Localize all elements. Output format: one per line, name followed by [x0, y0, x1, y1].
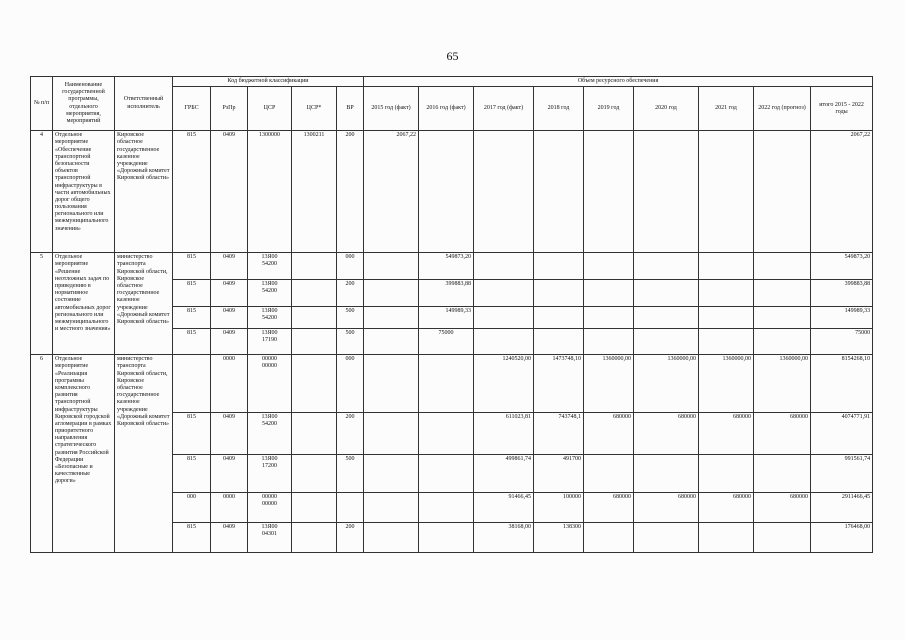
cell-2018	[534, 253, 584, 280]
cell-2018: 138300	[534, 523, 584, 553]
cell-2020	[634, 455, 699, 493]
cell-2020: 680000	[634, 493, 699, 523]
cell-2021: 1360000,00	[699, 355, 754, 413]
entry-name: Отдельное мероприятие «Решение неотложных задач по приведению в нормативное состояние автомобильных дорог регионального или межмуниципального и местного значения»	[53, 253, 115, 355]
cell-rzpr: 0409	[211, 413, 248, 455]
cell-total: 4074771,91	[811, 413, 873, 455]
cell-vr: 500	[337, 455, 364, 493]
cell-csr2	[292, 355, 337, 413]
cell-2017: 91466,45	[474, 493, 534, 523]
cell-total: 991561,74	[811, 455, 873, 493]
cell-2020	[634, 523, 699, 553]
cell-2016: 549873,20	[419, 253, 474, 280]
cell-2017	[474, 307, 534, 329]
cell-grbs: 815	[173, 307, 211, 329]
cell-grbs: 815	[173, 280, 211, 307]
cell-rzpr: 0409	[211, 131, 248, 253]
cell-vr: 500	[337, 329, 364, 355]
cell-2016	[419, 355, 474, 413]
cell-csr2	[292, 455, 337, 493]
cell-vr	[337, 493, 364, 523]
cell-rzpr: 0409	[211, 280, 248, 307]
cell-csr2	[292, 493, 337, 523]
cell-csr2	[292, 523, 337, 553]
cell-vr: 500	[337, 307, 364, 329]
header-name: Наименование государственной программы, отдельного мероприятия, мероприятий	[53, 77, 115, 131]
cell-2022: 1360000,00	[754, 355, 811, 413]
header-csr2: ЦСР*	[292, 87, 337, 131]
cell-2018: 743748,1	[534, 413, 584, 455]
cell-grbs: 815	[173, 455, 211, 493]
cell-2019	[584, 329, 634, 355]
cell-2017	[474, 131, 534, 253]
cell-2022	[754, 253, 811, 280]
cell-2017: 499861,74	[474, 455, 534, 493]
cell-2021: 680000	[699, 493, 754, 523]
cell-2021	[699, 131, 754, 253]
cell-2017: 38168,00	[474, 523, 534, 553]
cell-grbs: 815	[173, 253, 211, 280]
header-2015: 2015 год (факт)	[364, 87, 419, 131]
cell-csr2	[292, 280, 337, 307]
cell-total: 149989,33	[811, 307, 873, 329]
cell-2015	[364, 493, 419, 523]
cell-2015	[364, 280, 419, 307]
cell-2015	[364, 523, 419, 553]
entry-executor: министерство транспорта Кировской области, Кировское областное государственное казенное учреждение «Дорожный комитет Кировской области»	[115, 253, 173, 355]
cell-2017	[474, 329, 534, 355]
cell-total: 75000	[811, 329, 873, 355]
cell-2018	[534, 307, 584, 329]
entry-executor: Кировское областное государственное казенное учреждение «Дорожный комитет Кировской области»	[115, 131, 173, 253]
cell-2016	[419, 413, 474, 455]
cell-rzpr: 0409	[211, 307, 248, 329]
cell-vr: 200	[337, 280, 364, 307]
cell-total: 176468,00	[811, 523, 873, 553]
cell-rzpr: 0409	[211, 329, 248, 355]
entry-name: Отдельное мероприятие «Обеспечение транспортной безопасности объектов транспортной инфраструктуры в части автомобильных дорог общего пользования регионального или межмуниципального значения»	[53, 131, 115, 253]
table-row	[31, 355, 873, 413]
cell-2018: 491700	[534, 455, 584, 493]
cell-2016: 399883,88	[419, 280, 474, 307]
cell-2022	[754, 329, 811, 355]
cell-csr2	[292, 329, 337, 355]
cell-grbs: 815	[173, 413, 211, 455]
cell-2020	[634, 329, 699, 355]
cell-2015	[364, 253, 419, 280]
cell-grbs: 815	[173, 329, 211, 355]
resource-table	[30, 76, 873, 553]
cell-2018: 100000	[534, 493, 584, 523]
cell-2016	[419, 131, 474, 253]
cell-csr: 13Я00 54200	[248, 413, 292, 455]
cell-2019	[584, 280, 634, 307]
header-total: итого 2015 - 2022 годы	[811, 87, 873, 131]
cell-2021	[699, 280, 754, 307]
cell-2018	[534, 280, 584, 307]
cell-total: 399883,88	[811, 280, 873, 307]
cell-2019	[584, 455, 634, 493]
cell-rzpr: 0409	[211, 253, 248, 280]
header-grbs: ГРБС	[173, 87, 211, 131]
cell-grbs: 815	[173, 131, 211, 253]
cell-2022	[754, 307, 811, 329]
cell-2015	[364, 307, 419, 329]
header-executor: Ответственный исполнитель	[115, 77, 173, 131]
cell-2021	[699, 253, 754, 280]
cell-2017: 611023,81	[474, 413, 534, 455]
table-row	[31, 253, 873, 280]
cell-2019: 680000	[584, 413, 634, 455]
cell-2017	[474, 280, 534, 307]
cell-2021	[699, 329, 754, 355]
header-num: № п/п	[31, 77, 53, 131]
cell-vr: 200	[337, 131, 364, 253]
header-vr: ВР	[337, 87, 364, 131]
cell-csr2	[292, 413, 337, 455]
cell-2018: 1473748,10	[534, 355, 584, 413]
cell-csr: 13Я00 17200	[248, 455, 292, 493]
cell-rzpr: 0000	[211, 355, 248, 413]
cell-csr: 00000 00000	[248, 493, 292, 523]
cell-csr: 13Я00 54200	[248, 253, 292, 280]
entry-num: 4	[31, 131, 53, 253]
cell-total: 2067,22	[811, 131, 873, 253]
cell-csr: 1300000	[248, 131, 292, 253]
cell-total: 549873,20	[811, 253, 873, 280]
cell-2018	[534, 329, 584, 355]
cell-rzpr: 0409	[211, 455, 248, 493]
cell-2020: 1360000,00	[634, 355, 699, 413]
entry-executor: министерство транспорта Кировской области, Кировское областное государственное казенное учреждение «Дорожный комитет Кировской области»	[115, 355, 173, 553]
cell-csr: 13Я00 54200	[248, 307, 292, 329]
header-budget-code: Код бюджетной классификации	[173, 77, 364, 87]
cell-csr: 00000 00000	[248, 355, 292, 413]
header-resources: Объем ресурсного обеспечения	[364, 77, 873, 87]
cell-grbs	[173, 355, 211, 413]
page-number: 65	[446, 49, 459, 63]
cell-csr2	[292, 307, 337, 329]
cell-csr: 13Я00 54200	[248, 280, 292, 307]
cell-2018	[534, 131, 584, 253]
cell-2017: 1240520,00	[474, 355, 534, 413]
cell-2019	[584, 253, 634, 280]
cell-2020	[634, 307, 699, 329]
header-2016: 2016 год (факт)	[419, 87, 474, 131]
cell-2021	[699, 455, 754, 493]
cell-2019	[584, 307, 634, 329]
cell-2015	[364, 455, 419, 493]
entry-num: 6	[31, 355, 53, 553]
cell-2022	[754, 280, 811, 307]
table-row	[31, 131, 873, 253]
cell-2015	[364, 355, 419, 413]
cell-2020: 680000	[634, 413, 699, 455]
cell-csr: 13Я00 17190	[248, 329, 292, 355]
cell-rzpr: 0409	[211, 523, 248, 553]
cell-2022	[754, 455, 811, 493]
cell-2016: 149989,33	[419, 307, 474, 329]
cell-2021	[699, 523, 754, 553]
header-csr: ЦСР	[248, 87, 292, 131]
cell-2020	[634, 131, 699, 253]
cell-2017	[474, 253, 534, 280]
cell-csr: 13Я00 04301	[248, 523, 292, 553]
cell-2019	[584, 523, 634, 553]
entry-num: 5	[31, 253, 53, 355]
header-2018: 2018 год	[534, 87, 584, 131]
cell-2022: 680000	[754, 493, 811, 523]
cell-csr2	[292, 253, 337, 280]
cell-total: 2911466,45	[811, 493, 873, 523]
cell-csr2: 1300211	[292, 131, 337, 253]
entry-name: Отдельное мероприятие «Реализация программы комплексного развития транспортной инфраструктуры Кировской городской агломерации в рамках приоритетного направления стратегического развития Российской Федерации «Безопасные и качественные дороги»	[53, 355, 115, 553]
header-rzpr: РзПр	[211, 87, 248, 131]
cell-2022	[754, 131, 811, 253]
cell-2021	[699, 307, 754, 329]
cell-vr: 200	[337, 523, 364, 553]
cell-2015	[364, 329, 419, 355]
header-2022: 2022 год (прогноз)	[754, 87, 811, 131]
cell-grbs: 815	[173, 523, 211, 553]
cell-rzpr: 0000	[211, 493, 248, 523]
cell-2015: 2067,22	[364, 131, 419, 253]
cell-2020	[634, 280, 699, 307]
header-2021: 2021 год	[699, 87, 754, 131]
cell-vr: 000	[337, 355, 364, 413]
cell-total: 8154268,10	[811, 355, 873, 413]
cell-2022	[754, 523, 811, 553]
cell-grbs: 000	[173, 493, 211, 523]
cell-2019	[584, 131, 634, 253]
cell-vr: 000	[337, 253, 364, 280]
header-2017: 2017 год (факт)	[474, 87, 534, 131]
cell-2016	[419, 455, 474, 493]
cell-2020	[634, 253, 699, 280]
header-2020: 2020 год	[634, 87, 699, 131]
cell-2019: 1360000,00	[584, 355, 634, 413]
cell-2016	[419, 493, 474, 523]
cell-2022: 680000	[754, 413, 811, 455]
cell-2019: 680000	[584, 493, 634, 523]
cell-2015	[364, 413, 419, 455]
cell-vr: 200	[337, 413, 364, 455]
cell-2016	[419, 523, 474, 553]
cell-2016: 75000	[419, 329, 474, 355]
cell-2021: 680000	[699, 413, 754, 455]
header-2019: 2019 год	[584, 87, 634, 131]
